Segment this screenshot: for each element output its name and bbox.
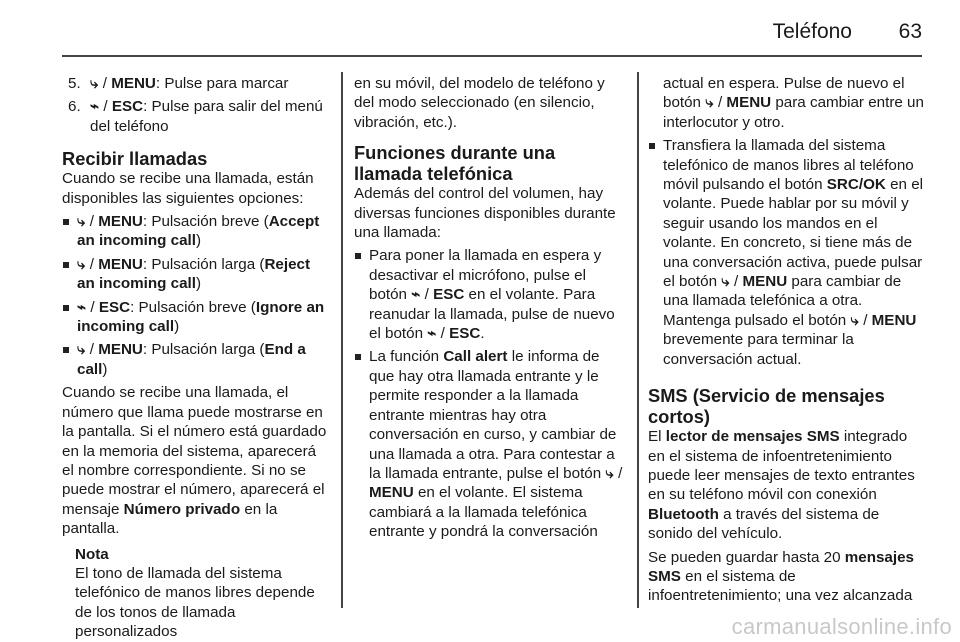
note-text: El tono de llamada del sistema telefónico de manos libres depende de los tonos de llamada personalizados — [75, 564, 315, 641]
paragraph: Cuando se recibe una llamada, el número que llama puede mostrarse en la pantalla. Si el número está guardado en la memoria del sistema, aparecerá el nombre correspondiente. Si no se puede mostrar el número, aparecerá el mensaje Número privado en la pantalla. — [62, 384, 327, 538]
column-3 — [648, 74, 924, 610]
section-title: SMS (Servicio de mensajes cortos) — [648, 385, 885, 428]
phone-end-icon: ⌁ — [427, 325, 437, 343]
paragraph: Cuando se recibe una llamada, están disponibles las siguientes opciones: — [62, 170, 314, 207]
bullet-item: La función Call alert le informa de que hay otra llamada entrante y le permite responder a la llamada entrante mientras hay otra conversación en curso, y cambiar de una llamada a otra. Para contestar a la llamada entrante, pulse el botón ⤷ / MENU en el volante. El sistema cambiará a la llamada telefónica entrante y pondrá la conversación — [354, 347, 626, 541]
phone-end-icon: ⌁ — [77, 298, 87, 316]
bullet-item: ⌁ / ESC: Pulsación breve (Ignore an incoming call) — [62, 298, 330, 337]
section-title: Recibir llamadas — [62, 148, 208, 170]
paragraph: actual en espera. Pulse de nuevo el botón ⤷ / MENU para cambiar entre un interlocutor y otro. — [663, 75, 924, 131]
column-divider-1 — [341, 72, 343, 608]
bullet-item: Para poner la llamada en espera y desactivar el micrófono, pulse el botón ⌁ / ESC en el volante. Para reanudar la llamada, pulse de nuevo el botón ⌁ / ESC. — [354, 246, 626, 343]
phone-call-icon: ⤷ — [721, 273, 730, 291]
paragraph: Se pueden guardar hasta 20 mensajes SMS en el sistema de infoentretenimiento; una vez alcanzada — [648, 548, 914, 605]
phone-call-icon: ⤷ — [77, 341, 86, 359]
phone-call-icon: ⤷ — [77, 255, 86, 273]
bullet-item: Transfiera la llamada del sistema telefónico de manos libres al teléfono móvil pulsando el botón SRC/OK en el volante. Puede hablar por su móvil y seguir usando los mandos en el volante. En concreto, si tiene más de una conversación activa, puede pulsar el botón ⤷ / MENU para cambiar de una llamada telefónica a otra. Mantenga pulsado el botón ⤷ / MENU brevemente para terminar la conversación actual. — [648, 136, 924, 369]
paragraph: El lector de mensajes SMS integrado en el sistema de infoentretenimiento puede leer mensajes de texto entrantes en su teléfono móvil con conexión Bluetooth a través del sistema de sonido del vehículo. — [648, 428, 915, 543]
page-header — [62, 16, 922, 60]
bullet-item: ⤷ / MENU: Pulsación larga (End a call) — [62, 340, 330, 379]
paragraph: Además del control del volumen, hay diversas funciones disponibles durante una llamada: — [354, 185, 616, 242]
phone-call-icon: ⤷ — [850, 311, 859, 329]
page-title: Teléfono — [772, 20, 852, 43]
column-divider-2 — [637, 72, 639, 608]
section-title: Funciones durante una llamada telefónica — [354, 142, 556, 185]
bullet-item: ⤷ / MENU: Pulsación breve (Accept an incoming call) — [62, 212, 330, 251]
column-1 — [62, 74, 330, 642]
phone-call-icon: ⤷ — [705, 94, 714, 112]
list-item: 5. ⤷ / MENU: Pulse para marcar — [68, 75, 289, 92]
phone-end-icon: ⌁ — [411, 286, 421, 304]
watermark-text: carmanualsonline.info — [731, 614, 952, 639]
paragraph: en su móvil, del modelo de teléfono y del modo seleccionado (en silencio, vibración, etc.). — [354, 75, 605, 131]
column-2 — [354, 74, 626, 546]
phone-call-icon: ⤷ — [90, 75, 99, 92]
note-title: Nota — [75, 545, 109, 563]
list-item: 6. ⌁ / ESC: Pulse para salir del menú del teléfono — [68, 98, 323, 135]
phone-call-icon: ⤷ — [77, 213, 86, 231]
page-number: 63 — [898, 20, 922, 43]
phone-end-icon: ⌁ — [90, 98, 100, 116]
phone-call-icon: ⤷ — [605, 464, 614, 482]
note-block — [62, 545, 330, 642]
bullet-item: ⤷ / MENU: Pulsación larga (Reject an incoming call) — [62, 255, 330, 294]
header-divider — [62, 55, 922, 57]
